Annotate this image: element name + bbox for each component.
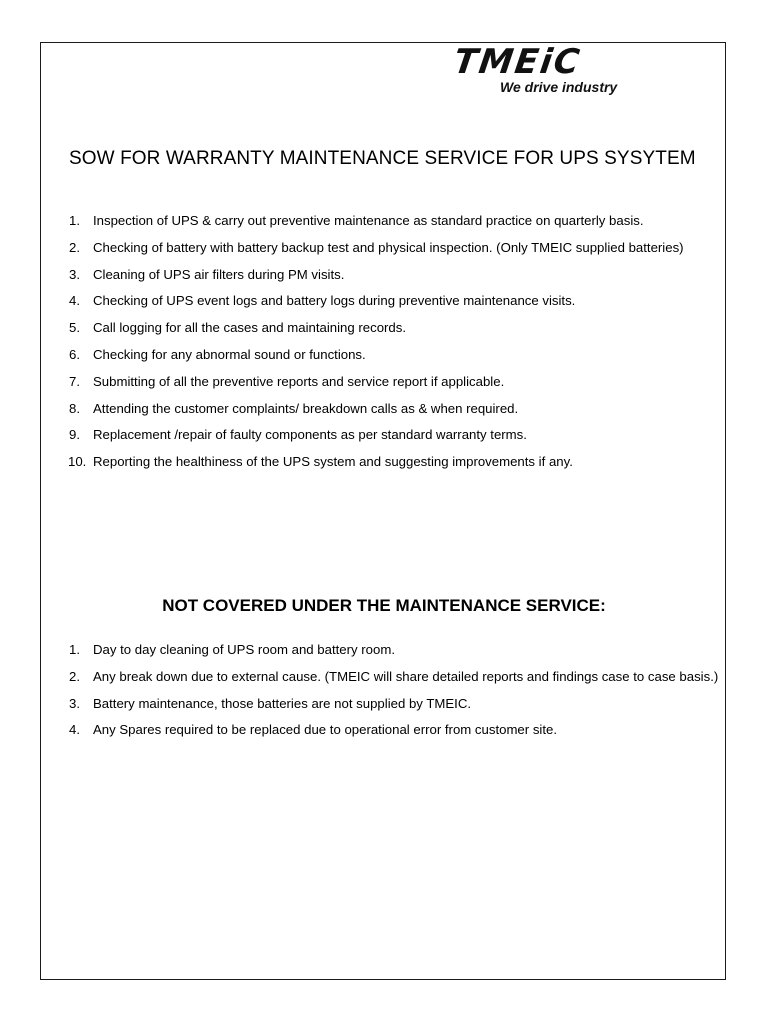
item-number: 7. xyxy=(69,373,80,389)
item-number: 10. xyxy=(68,454,87,470)
item-number: 2. xyxy=(69,239,80,255)
item-text: Day to day cleaning of UPS room and battery room. xyxy=(93,642,395,657)
item-text: Submitting of all the preventive reports and service report if applicable. xyxy=(93,373,505,389)
scope-item xyxy=(69,422,719,449)
item-text: Checking of battery with battery backup test and physical inspection. (Only TMEIC supplied batteries) xyxy=(93,239,684,255)
exclusion-item xyxy=(69,664,719,691)
logo-tagline: We drive industry xyxy=(500,79,618,95)
item-number: 3. xyxy=(69,695,80,711)
company-logo xyxy=(452,44,662,100)
scope-item xyxy=(69,396,719,423)
page-border xyxy=(40,42,726,980)
exclusion-item xyxy=(69,637,719,664)
item-text: Checking for any abnormal sound or functions. xyxy=(93,346,366,362)
item-text: Any break down due to external cause. (TMEIC will share detailed reports and findings case to case basis.) xyxy=(93,668,719,684)
item-number: 2. xyxy=(69,668,80,684)
item-number: 1. xyxy=(69,213,80,228)
scope-item xyxy=(69,342,719,369)
scope-item xyxy=(69,235,719,262)
scope-item xyxy=(69,208,719,235)
item-number: 6. xyxy=(69,346,80,362)
item-text: Cleaning of UPS air filters during PM visits. xyxy=(93,266,345,282)
scope-item xyxy=(69,262,719,289)
item-number: 8. xyxy=(69,400,80,416)
item-text: Battery maintenance, those batteries are not supplied by TMEIC. xyxy=(93,695,472,711)
exclusions-list xyxy=(69,637,719,744)
item-text: Call logging for all the cases and maintaining records. xyxy=(93,320,407,336)
scope-title: SOW FOR WARRANTY MAINTENANCE SERVICE FOR UPS SYSYTEM xyxy=(69,148,696,169)
scope-list xyxy=(69,208,719,476)
exclusion-item xyxy=(69,717,719,744)
scope-item xyxy=(69,288,719,315)
item-number: 1. xyxy=(69,642,80,657)
item-number: 4. xyxy=(69,293,80,309)
scope-item xyxy=(69,315,719,342)
item-text: Replacement /repair of faulty components as per standard warranty terms. xyxy=(93,427,527,443)
item-text: Any Spares required to be replaced due to operational error from customer site. xyxy=(93,722,558,738)
exclusion-item xyxy=(69,691,719,718)
item-number: 4. xyxy=(69,722,80,738)
item-number: 3. xyxy=(69,266,80,282)
item-number: 9. xyxy=(69,427,80,443)
scope-item xyxy=(69,369,719,396)
item-text: Inspection of UPS & carry out preventive maintenance as standard practice on quarterly basis. xyxy=(93,213,644,228)
item-text: Checking of UPS event logs and battery logs during preventive maintenance visits. xyxy=(93,293,576,309)
scope-item xyxy=(69,449,719,476)
item-number: 5. xyxy=(69,320,80,336)
item-text: Attending the customer complaints/ breakdown calls as & when required. xyxy=(93,400,519,416)
item-text: Reporting the healthiness of the UPS system and suggesting improvements if any. xyxy=(93,454,573,470)
exclusions-title: NOT COVERED UNDER THE MAINTENANCE SERVICE: xyxy=(162,596,606,615)
logo-wordmark: TMEiC xyxy=(451,42,584,82)
